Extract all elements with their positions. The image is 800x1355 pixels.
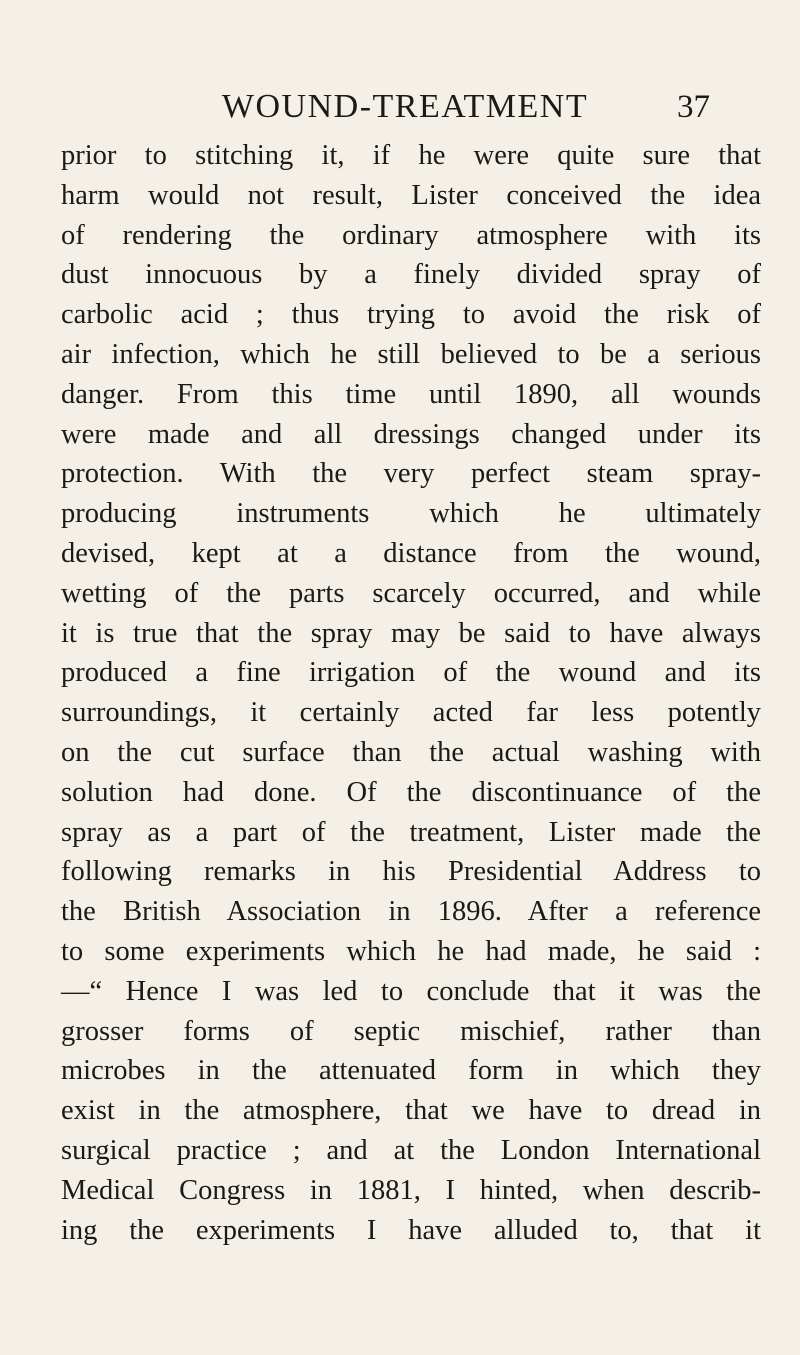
text-line: of rendering the ordinary atmosphere with its [61,219,761,251]
text-line: dust innocuous by a finely divided spray of [61,259,761,291]
page-number: 37 [677,89,710,125]
text-line: surroundings, it certainly acted far less potently [61,697,761,729]
text-line: exist in the atmosphere, that we have to dread in [61,1095,761,1127]
text-line: protection. With the very perfect steam spray- [61,458,761,490]
text-line: devised, kept at a distance from the wound, [61,537,761,569]
running-title: WOUND-TREATMENT [221,88,589,125]
text-line: it is true that the spray may be said to have always [61,617,761,649]
text-line: solution had done. Of the discontinuance of the [61,776,761,808]
text-line: ing the experiments I have alluded to, that it [61,1214,761,1246]
text-line: producing instruments which he ultimately [61,498,761,530]
text-line: surgical practice ; and at the London International [61,1134,761,1166]
text-line: were made and all dressings changed under its [61,418,761,450]
body-text [61,136,761,1250]
text-line: danger. From this time until 1890, all wounds [61,378,761,410]
text-line: microbes in the attenuated form in which they [61,1055,761,1087]
text-line: on the cut surface than the actual washing with [61,736,761,768]
running-head [140,82,710,132]
text-line: carbolic acid ; thus trying to avoid the risk of [61,299,761,331]
text-line: the British Association in 1896. After a reference [61,896,761,928]
text-line: wetting of the parts scarcely occurred, and while [61,577,761,609]
text-line: air infection, which he still believed to be a serious [61,338,761,370]
text-line: spray as a part of the treatment, Lister made the [61,816,761,848]
text-line: —“ Hence I was led to conclude that it was the [61,975,761,1007]
text-line: grosser forms of septic mischief, rather than [61,1015,761,1047]
text-line: Medical Congress in 1881, I hinted, when describ- [61,1174,761,1206]
text-line: prior to stitching it, if he were quite sure that [61,140,761,171]
text-line: to some experiments which he had made, he said : [61,935,761,967]
text-line: following remarks in his Presidential Address to [61,856,761,888]
text-line: harm would not result, Lister conceived the idea [61,179,761,211]
text-line: produced a fine irrigation of the wound and its [61,657,761,689]
